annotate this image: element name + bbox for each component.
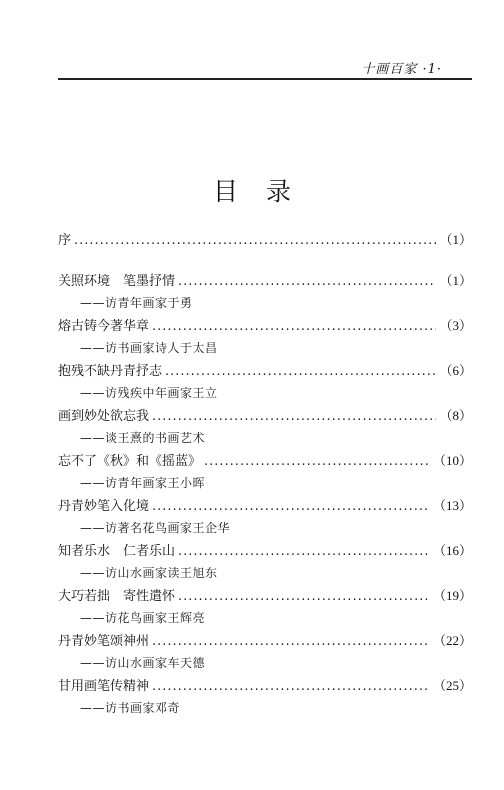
toc-entry-page: （19） — [432, 588, 472, 603]
toc-entry-page: （22） — [432, 633, 472, 648]
toc-title: 目录 — [212, 177, 319, 206]
toc-entry-page: （25） — [432, 678, 472, 693]
dot-leader — [74, 231, 436, 251]
toc-list — [58, 230, 472, 721]
toc-entry-page: （1） — [439, 273, 472, 288]
dot-leader — [152, 677, 430, 697]
toc-entry — [58, 316, 472, 357]
toc-entry-title: 知者乐水 仁者乐山 — [58, 544, 176, 559]
toc-entry — [58, 406, 472, 447]
toc-entry-page: （6） — [439, 363, 472, 378]
toc-entry-title: 画到妙处欲忘我 — [58, 409, 150, 424]
toc-entry-subtitle: ——访青年画家王小晖 — [80, 476, 206, 490]
toc-entry — [58, 271, 472, 312]
header-rule — [58, 78, 472, 80]
toc-entry-subtitle: ——谈王熹的书画艺术 — [80, 431, 206, 445]
toc-entry-subtitle: ——访著名花鸟画家王企华 — [80, 521, 231, 535]
dot-leader — [178, 542, 430, 562]
toc-entry-title: 关照环境 笔墨抒情 — [58, 274, 176, 289]
running-header: 十画百家 ·1· — [361, 62, 442, 77]
dot-leader — [152, 407, 436, 427]
dot-leader — [152, 632, 430, 652]
toc-entry-subtitle: ——访山水画家车天德 — [80, 656, 206, 670]
toc-entry-subtitle: ——访青年画家于勇 — [80, 296, 193, 310]
toc-entry-title: 丹青妙笔颂神州 — [58, 634, 150, 649]
toc-entry — [58, 451, 472, 492]
toc-entry-title: 抱残不缺丹青抒志 — [58, 364, 163, 379]
toc-entry-subtitle: ——访花鸟画家王辉亮 — [80, 611, 206, 625]
dot-leader — [165, 362, 436, 382]
dot-leader — [152, 317, 436, 337]
toc-entry-title: 甘用画笔传精神 — [58, 679, 150, 694]
toc-entry-page: （8） — [439, 408, 472, 423]
dot-leader — [204, 452, 430, 472]
toc-entry — [58, 676, 472, 717]
toc-entry-page: （1） — [439, 232, 472, 247]
toc-entry-title: 忘不了《秋》和《摇蓝》 — [58, 454, 202, 469]
dot-leader — [152, 497, 430, 517]
toc-entry-page: （10） — [432, 453, 472, 468]
toc-entry-title: 序 — [58, 233, 72, 248]
toc-entry-subtitle: ——访山水画家读王旭东 — [80, 566, 218, 580]
toc-entry — [58, 496, 472, 537]
toc-entry-page: （3） — [439, 318, 472, 333]
toc-entry-title: 熔古铸今著华章 — [58, 319, 150, 334]
toc-entry-subtitle: ——访书画家诗人于太昌 — [80, 341, 218, 355]
dot-leader — [178, 272, 436, 292]
toc-entry — [58, 361, 472, 402]
toc-entry-page: （16） — [432, 543, 472, 558]
toc-entry-subtitle: ——访书画家邓奇 — [80, 701, 181, 715]
dot-leader — [178, 587, 430, 607]
toc-entry-preface — [58, 230, 472, 251]
toc-entry — [58, 541, 472, 582]
toc-entry-page: （13） — [432, 498, 472, 513]
toc-entry — [58, 586, 472, 627]
toc-entry-title: 丹青妙笔入化境 — [58, 499, 150, 514]
toc-entry — [58, 631, 472, 672]
toc-entry-subtitle: ——访残疾中年画家王立 — [80, 386, 218, 400]
toc-entry-title: 大巧若拙 寄性遣怀 — [58, 589, 176, 604]
